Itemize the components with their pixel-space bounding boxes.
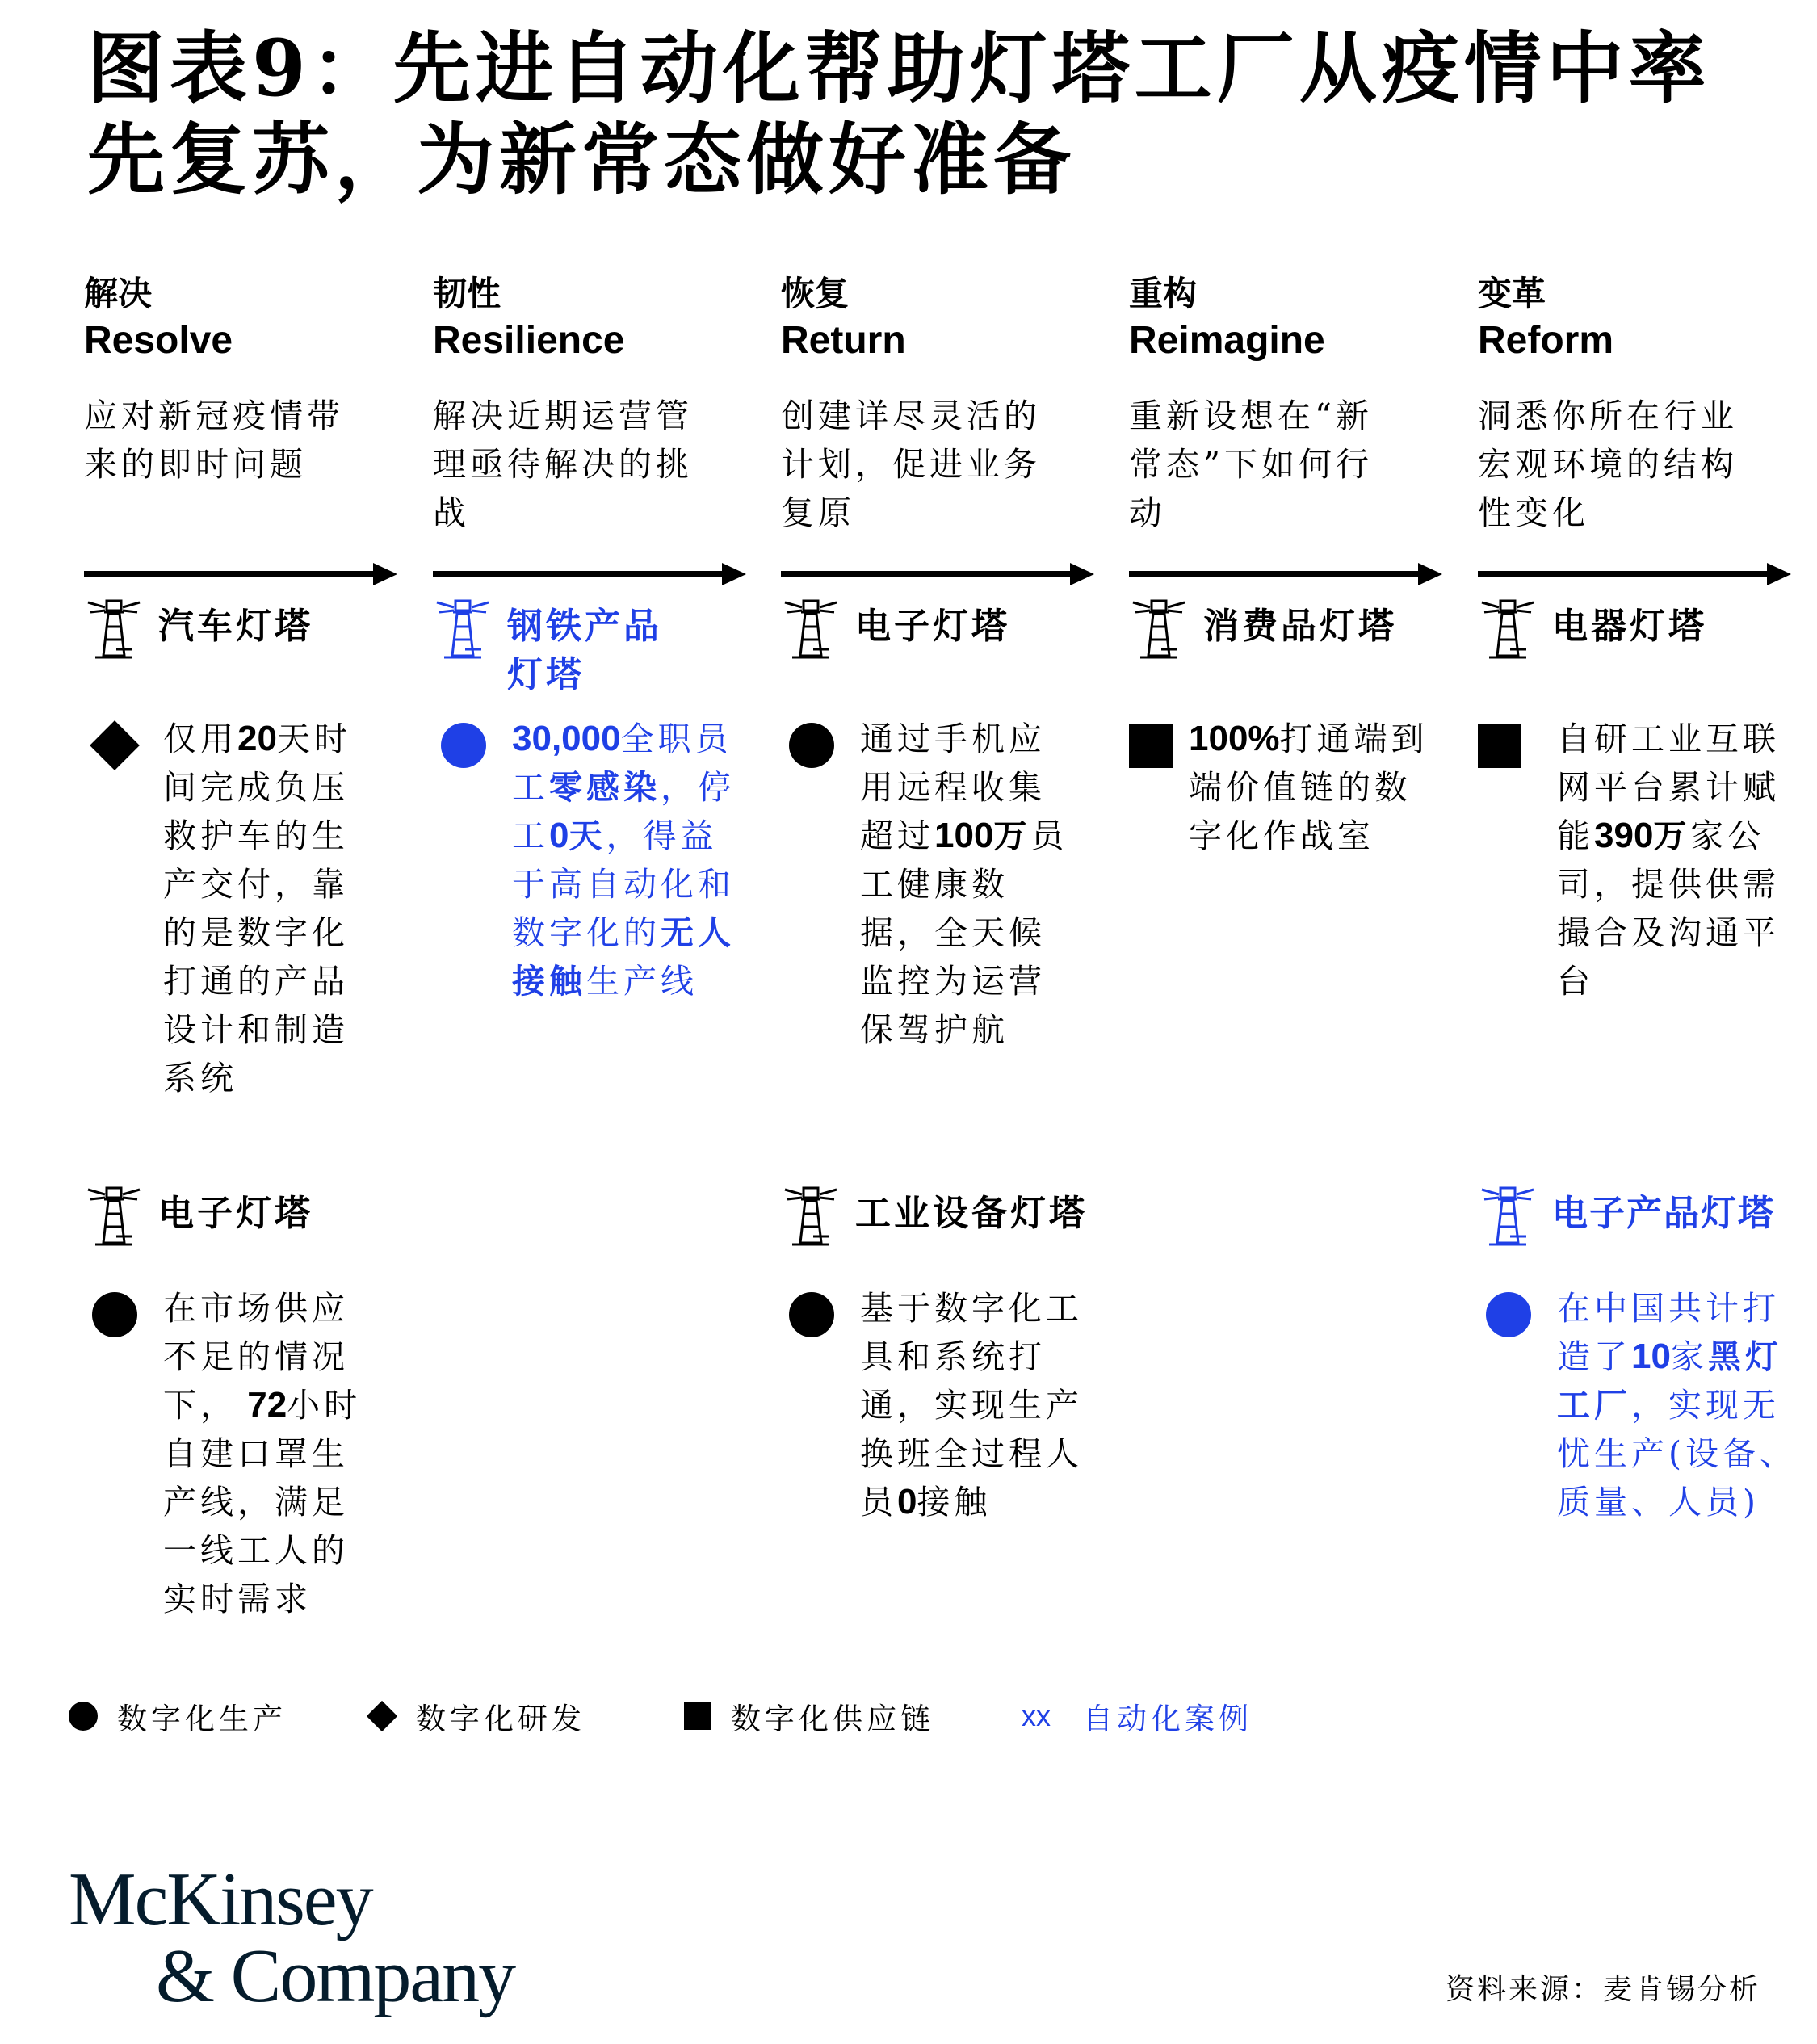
case-number: 72: [237, 1385, 287, 1425]
phase-column-resilience: [433, 271, 756, 1001]
lighthouse-entry: [84, 1183, 384, 1249]
arrow-right-icon: [1129, 563, 1442, 585]
case-highlight: 万: [1653, 816, 1691, 855]
case-text-part: ，得益于高自动化和数字化的: [512, 816, 735, 952]
lighthouse-label: 工业设备灯塔: [855, 1193, 1088, 1234]
mckinsey-logo: [69, 1857, 515, 2018]
case-text-part: 小时自建口罩生产线，满足一线工人的实时需求: [163, 1386, 362, 1618]
lighthouse-entry: [433, 596, 685, 699]
case-highlight: 黑灯工厂: [1557, 1337, 1782, 1425]
lighthouse-label: 电子灯塔: [855, 606, 1010, 647]
phase-column-return: [781, 271, 1104, 1521]
phase-cn-label: 恢复: [781, 274, 850, 313]
case-item: [781, 715, 1074, 1054]
legend-item-rnd: [367, 1692, 585, 1740]
lighthouse-icon: [781, 596, 841, 662]
phase-en-label: Reimagine: [1129, 319, 1325, 362]
legend: [69, 1692, 1280, 1740]
case-item: [1478, 1284, 1799, 1526]
phase-en-label: Resilience: [433, 319, 625, 362]
legend-item-production: [69, 1692, 287, 1740]
phase-description: 解决近期运营管理亟待解决的挑战: [433, 397, 693, 532]
square-marker-icon: [1478, 724, 1521, 768]
phase-description: 重新设想在“新常态”下如何行动: [1129, 397, 1373, 532]
lighthouse-entry: [1478, 596, 1778, 662]
legend-xx-symbol: xx: [1022, 1699, 1051, 1732]
lighthouse-label: 汽车灯塔: [158, 606, 313, 647]
case-text: [860, 1284, 1118, 1526]
case-text-part: 仅用: [163, 720, 237, 758]
case-item: [84, 1284, 377, 1623]
case-highlight: 万: [993, 816, 1031, 855]
arrow-right-icon: [433, 563, 746, 585]
case-text-part: 通过手机应用远程收集超过: [860, 720, 1046, 855]
case-text-part: 在市场供应不足的情况下，: [163, 1289, 349, 1425]
dot-marker-icon: [69, 1702, 98, 1731]
case-highlight: 无人接触: [512, 913, 735, 1001]
legend-label: 数字化供应链: [731, 1702, 934, 1736]
case-text-part: 家: [1670, 1337, 1708, 1376]
case-number: 10: [1631, 1337, 1671, 1376]
case-number: 100: [934, 816, 994, 855]
case-text: [163, 1284, 377, 1623]
case-text-part: 自研工业互联网平台累计赋能: [1557, 720, 1780, 855]
lighthouse-label: 电子灯塔: [158, 1193, 313, 1234]
phase-cn-label: 韧性: [433, 274, 501, 313]
legend-label: 数字化研发: [416, 1702, 585, 1736]
case-text: [860, 715, 1074, 1054]
case-highlight: 零感染: [549, 768, 661, 807]
case-highlight: 天: [569, 816, 606, 855]
diamond-marker-icon: [90, 720, 140, 770]
case-text-part: ，实现无忧生产(设备、质量、人员): [1557, 1386, 1797, 1521]
arrow-right-icon: [84, 563, 397, 585]
case-number: 0: [549, 816, 569, 855]
logo-line-1: McKinsey: [69, 1857, 372, 1941]
case-number: 20: [237, 719, 277, 758]
case-text-part: 生产线: [586, 962, 698, 1001]
case-text-part: 打通端到端价值链的数字化作战室: [1189, 720, 1429, 855]
case-item: [781, 1284, 1118, 1526]
lighthouse-icon: [1478, 596, 1538, 662]
case-item: [1129, 715, 1439, 860]
lighthouse-entry: [1478, 1183, 1811, 1249]
lighthouse-entry: [781, 596, 1081, 662]
lighthouse-icon: [433, 596, 493, 662]
phase-en-label: Reform: [1478, 319, 1614, 362]
lighthouse-entry: [84, 596, 384, 662]
case-item: [1478, 715, 1791, 1005]
case-item: [433, 715, 746, 1005]
case-text-part: 家公司，提供供需撮合及沟通平台: [1557, 816, 1780, 1001]
lighthouse-label: 消费品灯塔: [1203, 606, 1397, 647]
phase-description: 应对新冠疫情带来的即时问题: [84, 397, 344, 484]
phase-description: 洞悉你所在行业宏观环境的结构性变化: [1478, 397, 1738, 532]
lighthouse-icon: [781, 1183, 841, 1249]
lighthouse-icon: [84, 596, 144, 662]
phase-column-reimagine: [1129, 271, 1452, 855]
page-title: 图表9：先进自动化帮助灯塔工厂从疫情中率先复苏，为新常态做好准备: [87, 23, 1711, 205]
dot-marker-icon: [789, 723, 834, 768]
lighthouse-label: 电子产品灯塔: [1552, 1193, 1775, 1234]
case-text: [163, 715, 377, 1102]
case-text-part: 全职员工: [512, 720, 732, 807]
square-marker-icon: [1129, 724, 1173, 768]
lighthouse-icon: [1129, 596, 1189, 662]
case-item: [84, 715, 377, 1102]
case-text: [1189, 715, 1439, 860]
case-text-part: 万员工健康数据，全天候监控为运营保驾护航: [860, 816, 1068, 1049]
arrow-right-icon: [781, 563, 1094, 585]
logo-line-2: & Company: [156, 1934, 515, 2018]
case-number: 0: [897, 1482, 917, 1521]
case-number: 100%: [1189, 719, 1280, 758]
dot-marker-icon: [92, 1292, 137, 1337]
case-text-part: 在中国共计打造了: [1557, 1289, 1780, 1376]
legend-label: 数字化生产: [117, 1702, 287, 1736]
case-number: 390: [1594, 816, 1654, 855]
case-text: [1557, 1284, 1799, 1526]
phase-column-reform: [1478, 271, 1801, 1521]
case-text-part: 基于数字化工具和系统打通，实现生产换班全过程人员: [860, 1289, 1083, 1521]
lighthouse-entry: [781, 1183, 1122, 1249]
case-number: 30,000: [512, 719, 621, 758]
phase-cn-label: 解决: [84, 274, 153, 313]
case-text: [512, 715, 746, 1005]
lighthouse-entry: [1129, 596, 1470, 662]
source-note: 资料来源：麦肯锡分析: [1445, 1973, 1760, 2006]
phase-cn-label: 重构: [1129, 274, 1198, 313]
case-text: [1557, 715, 1791, 1005]
arrow-right-icon: [1478, 563, 1791, 585]
phase-cn-label: 变革: [1478, 274, 1546, 313]
square-marker-icon: [684, 1702, 711, 1730]
case-text-part: 天时间完成负压救护车的生产交付，靠的是数字化打通的产品设计和制造系统: [163, 720, 351, 1098]
case-text-part: ，停工: [512, 768, 735, 855]
lighthouse-icon: [1478, 1183, 1538, 1249]
phase-description: 创建详尽灵活的计划，促进业务复原: [781, 397, 1041, 532]
case-text-part: 接触: [917, 1483, 992, 1521]
dot-marker-icon: [789, 1292, 834, 1337]
legend-label: 自动化案例: [1083, 1702, 1253, 1736]
phase-column-resolve: [84, 271, 407, 1618]
legend-item-automation: [1022, 1692, 1253, 1740]
phase-en-label: Resolve: [84, 319, 233, 362]
legend-item-supply-chain: [684, 1692, 934, 1740]
lighthouse-icon: [84, 1183, 144, 1249]
phase-en-label: Return: [781, 319, 906, 362]
lighthouse-label: 电器灯塔: [1552, 606, 1707, 647]
diamond-marker-icon: [367, 1701, 397, 1731]
dot-marker-icon: [1486, 1292, 1531, 1337]
dot-marker-icon: [441, 723, 486, 768]
lighthouse-label: 钢铁产品灯塔: [507, 606, 662, 695]
